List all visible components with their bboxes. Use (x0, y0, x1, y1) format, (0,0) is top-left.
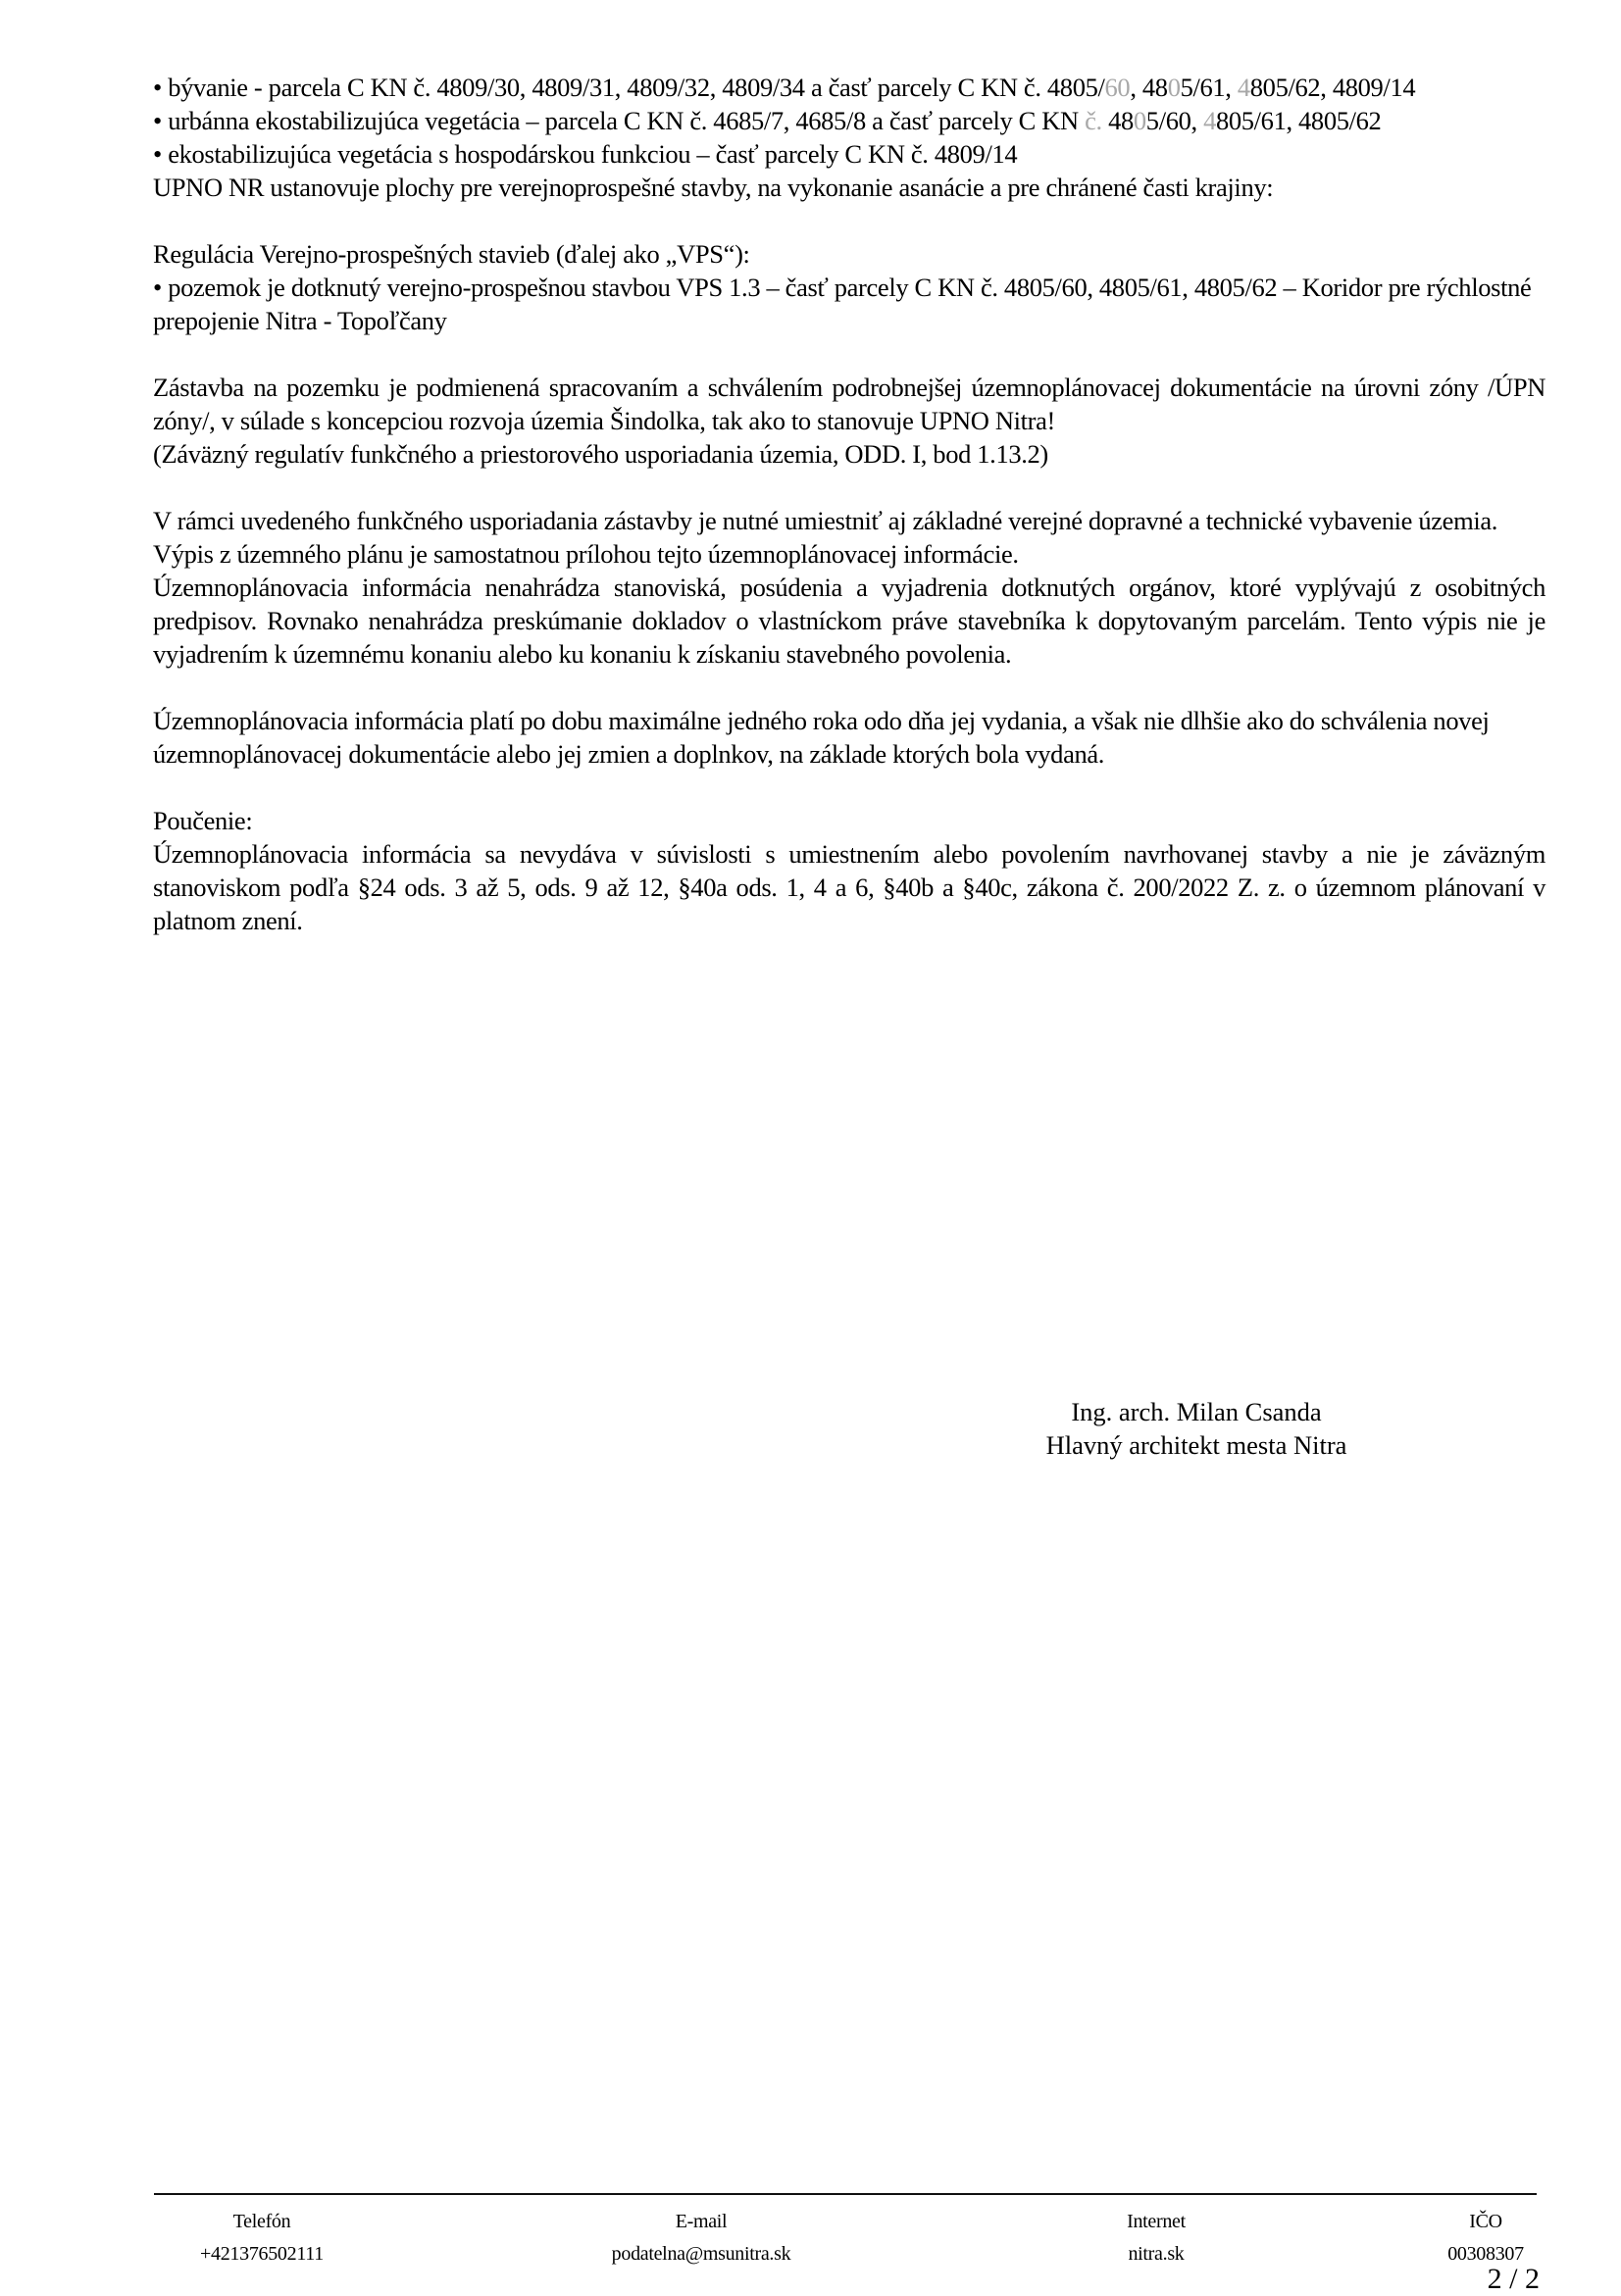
text-run: • urbánna ekostabilizujúca vegetácia – parcela C KN č. 4685/7, 4685/8 a časť parcely C KN (153, 106, 1086, 135)
footer-divider (154, 2193, 1537, 2195)
text-run: 805/61, 4805/62 (1215, 106, 1382, 135)
instruction-paragraph: Územnoplánovacia informácia sa nevydáva v súvislosti s umiestnením alebo povolením navrhovanej stavby a nie je záväzným stanoviskom podľa §24 ods. 3 až 5, ods. 9 až 12, §40a ods. 1, 4 a 6, §40b a §40c, zákona č. 200/2022 Z. z. o územnom plánovaní v platnom znení. (153, 839, 1545, 935)
faint-text-run: 4 (1237, 73, 1250, 102)
spacer (153, 337, 1545, 371)
signatory-name: Ing. arch. Milan Csanda (1071, 1397, 1322, 1426)
document-body (153, 71, 1545, 937)
footer-web-value[interactable]: nitra.sk (1128, 2243, 1185, 2265)
spacer (153, 771, 1545, 804)
footer-phone (134, 2206, 389, 2271)
signature-block (981, 1395, 1412, 1462)
text-run: 5/61, (1180, 73, 1238, 102)
footer-ico (1358, 2206, 1613, 2271)
nenahradza-paragraph: Územnoplánovacia informácia nenahrádza stanoviská, posúdenia a vyjadrenia dotknutých orgánov, ktoré vyplývajú z osobitných predpisov. Rovnako nenahrádza preskúmanie dokladov o vlastníckom práve stavebníka k dopytovaným parcelám. Tento výpis nie je vyjadrením k územnému konaniu alebo ku konaniu k získaniu stavebného povolenia. (153, 573, 1545, 669)
text-run: 805/62, 4809/14 (1249, 73, 1416, 102)
ramci-paragraph: V rámci uvedeného funkčného usporiadania zástavby je nutné umiestniť aj základné verejné dopravné a technické vybavenie územia. (153, 506, 1498, 535)
bullet-byvanie (153, 71, 1545, 104)
vps-bullet: • pozemok je dotknutý verejno-prospešnou stavbou VPS 1.3 – časť parcely C KN č. 4805/60, 4805/61, 4805/62 – Koridor pre rýchlostné prepojenie Nitra - Topoľčany (153, 273, 1532, 335)
signatory-title: Hlavný architekt mesta Nitra (1045, 1430, 1347, 1460)
footer-ico-label: IČO (1469, 2211, 1502, 2232)
page-number: 2 / 2 (1487, 2263, 1540, 2295)
footer-email-label: E-mail (675, 2211, 728, 2232)
footer-ico-value: 00308307 (1447, 2243, 1524, 2265)
bullet-ekostabilizujuca-vegetacia: • ekostabilizujúca vegetácia s hospodárskou funkciou – časť parcely C KN č. 4809/14 (153, 139, 1018, 169)
footer (154, 2206, 1537, 2274)
footer-phone-value: +421376502111 (200, 2243, 324, 2265)
footer-web-label: Internet (1127, 2211, 1186, 2232)
footer-phone-label: Telefón (232, 2211, 291, 2232)
faint-text-run: 0 (1167, 73, 1181, 102)
text-run: 48 (1101, 106, 1134, 135)
faint-text-run: č. (1085, 106, 1102, 135)
zastavba-note: (Záväzný regulatív funkčného a priestorového usporiadania územia, ODD. I, bod 1.13.2) (153, 439, 1048, 469)
spacer (153, 671, 1545, 704)
spacer (153, 204, 1545, 237)
footer-email (574, 2206, 829, 2271)
footer-email-value[interactable]: podatelna@msunitra.sk (611, 2243, 791, 2265)
text-run: , 48 (1130, 73, 1168, 102)
vypis-paragraph: Výpis z územného plánu je samostatnou prílohou tejto územnoplánovacej informácie. (153, 539, 1019, 569)
text-run: • bývanie - parcela C KN č. 4809/30, 4809/31, 4809/32, 4809/34 a časť parcely C KN č. 4805/ (153, 73, 1105, 102)
spacer (153, 471, 1545, 504)
upno-statement: UPNO NR ustanovuje plochy pre verejnoprospešné stavby, na vykonanie asanácie a pre chránené časti krajiny: (153, 173, 1274, 202)
vps-heading: Regulácia Verejno-prospešných stavieb (ďalej ako „VPS“): (153, 239, 750, 269)
bullet-urbanna-vegetacia (153, 104, 1545, 137)
instruction-heading: Poučenie: (153, 806, 253, 835)
faint-text-run: 0 (1133, 106, 1146, 135)
validity-paragraph: Územnoplánovacia informácia platí po dobu maximálne jedného roka odo dňa jej vydania, a však nie dlhšie ako do schválenia novej územnoplánovacej dokumentácie alebo jej zmien a doplnkov, na základe ktorých bola vydaná. (153, 706, 1490, 769)
text-run: 5/60, (1145, 106, 1204, 135)
faint-text-run: 4 (1203, 106, 1216, 135)
footer-web (1029, 2206, 1284, 2271)
faint-text-run: 60 (1104, 73, 1131, 102)
zastavba-paragraph: Zástavba na pozemku je podmienená spracovaním a schválením podrobnejšej územnoplánovacej dokumentácie na úrovni zóny /ÚPN zóny/, v súlade s koncepciou rozvoja územia Šindolka, tak ako to stanovuje UPNO Nitra! (153, 373, 1545, 435)
